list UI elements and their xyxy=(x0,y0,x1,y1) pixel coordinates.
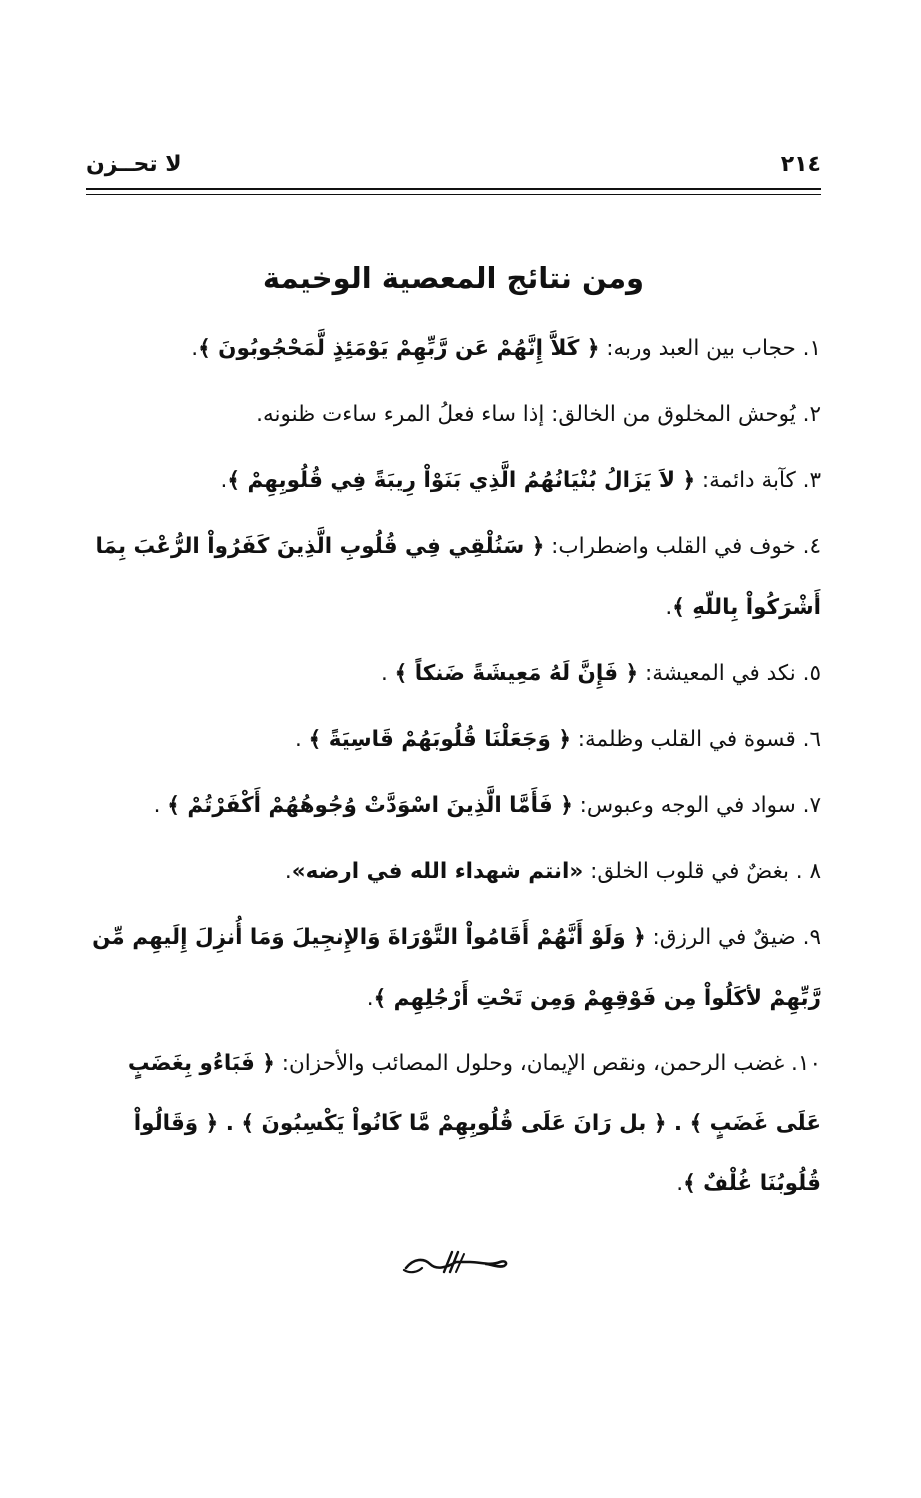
header-rule-thick xyxy=(86,188,821,190)
item-tail: . xyxy=(294,727,309,752)
quran-quote: ﴿ وَجَعَلْنَا قُلُوبَهُمْ قَاسِيَةً ﴾ xyxy=(308,727,571,752)
section-title: ومن نتائج المعصية الوخيمة xyxy=(262,261,645,295)
list-item xyxy=(86,723,821,756)
list-item xyxy=(86,464,821,497)
item-tail: . xyxy=(191,336,199,361)
quran-quote: ﴿ فَإِنَّ لَهُ مَعِيشَةً ضَنكاً ﴾ xyxy=(394,661,639,686)
item-lead: ١٠. غضب الرحمن، ونقص الإيمان، وحلول المصائب والأحزان: xyxy=(274,1051,821,1076)
item-lead: ١. حجاب بين العبد وربه: xyxy=(599,336,821,361)
item-tail: . xyxy=(366,986,374,1011)
item-tail: . xyxy=(220,468,228,493)
hadith-quote: «انتم شهداء الله في ارضه» xyxy=(291,859,584,884)
running-head xyxy=(86,152,821,182)
quran-quote: ﴿ سَنُلْقِي فِي قُلُوبِ الَّذِينَ كَفَرُواْ الرُّعْبَ بِمَا أَشْرَكُواْ بِاللّهِ ﴾ xyxy=(95,534,821,620)
quran-quote: ﴿ لاَ يَزَالُ بُنْيَانُهُمُ الَّذِي بَنَوْاْ رِيبَةً فِي قُلُوبِهِمْ ﴾ xyxy=(227,468,696,493)
item-lead: ٤. خوف في القلب واضطراب: xyxy=(544,534,821,559)
quran-quote: ﴿ فَبَاءُو بِغَضَبٍ عَلَى غَضَبٍ ﴾ . ﴿ بل رَانَ عَلَى قُلُوبِهِمْ مَّا كَانُواْ يَكْسِبُونَ ﴾ . ﴿ وَقَالُواْ قُلُوبُنَا غُلْفٌ ﴾ xyxy=(127,1051,821,1196)
list-item xyxy=(86,516,821,638)
main-content xyxy=(86,258,821,1226)
quran-quote: ﴿ كَلاَّ إِنَّهُمْ عَن رَّبِّهِمْ يَوْمَئِذٍ لَّمَحْجُوبُونَ ﴾ xyxy=(198,336,600,361)
item-lead: ٦. قسوة في القلب وظلمة: xyxy=(570,727,821,752)
item-tail: . xyxy=(380,661,395,686)
list-item xyxy=(86,855,821,888)
list-item xyxy=(86,907,821,1029)
item-lead: ٧. سواد في الوجه وعبوس: xyxy=(572,793,821,818)
list-item xyxy=(86,398,821,431)
item-lead: ٨ . بغضٌ في قلوب الخلق: xyxy=(583,859,821,884)
quran-quote: ﴿ فَأَمَّا الَّذِينَ اسْوَدَّتْ وُجُوهُهُمْ أَكْفَرْتُمْ ﴾ xyxy=(167,793,573,818)
book-title: لا تحــزن xyxy=(86,152,182,177)
list-item xyxy=(86,789,821,822)
item-tail: . xyxy=(284,859,292,884)
header-rule-thin xyxy=(86,194,821,195)
item-lead: ٢. يُوحش المخلوق من الخالق: إذا ساء فعلُ المرء ساءت ظنونه. xyxy=(256,402,821,427)
item-tail: . xyxy=(153,793,168,818)
decorative-flourish-icon xyxy=(400,1248,512,1278)
item-lead: ٥. نكد في المعيشة: xyxy=(638,661,821,686)
item-tail: . xyxy=(676,1171,684,1196)
item-lead: ٩. ضيقٌ في الرزق: xyxy=(645,925,821,950)
page-number: ٢١٤ xyxy=(780,152,821,177)
list-item xyxy=(86,657,821,690)
list-item xyxy=(86,332,821,365)
item-tail: . xyxy=(665,595,673,620)
quran-quote: ﴿ وَلَوْ أَنَّهُمْ أَقَامُواْ التَّوْرَاةَ وَالإِنجِيلَ وَمَا أُنزِلَ إِلَيهِم مِّن رَّبِّهِمْ لأكَلُواْ مِن فَوْقِهِمْ وَمِن تَحْتِ أَرْجُلِهِم ﴾ xyxy=(92,925,821,1011)
item-lead: ٣. كآبة دائمة: xyxy=(695,468,821,493)
list-item xyxy=(86,1034,821,1214)
